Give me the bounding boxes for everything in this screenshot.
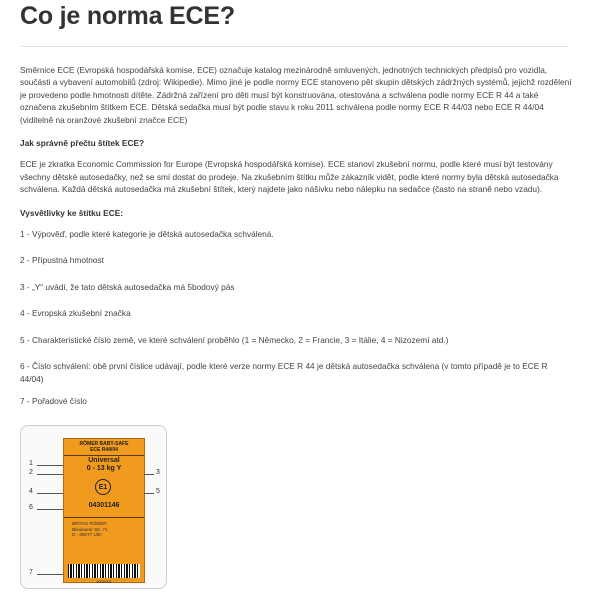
legend-item-4: 4 - Evropská zkušební značka	[20, 308, 131, 319]
legend-item-7: 7 - Pořadové číslo	[20, 395, 87, 406]
callout-5: 5	[156, 488, 160, 495]
callout-2: 2	[29, 469, 33, 476]
callout-7-line	[37, 574, 63, 575]
ece-label-illustration	[20, 425, 167, 589]
label-serial: 0000001	[96, 579, 112, 584]
legend-item-1: 1 - Výpověď, podle které kategorie je dětská autosedačka schválená.	[20, 229, 274, 240]
callout-1-line	[37, 465, 63, 466]
callout-4: 4	[29, 488, 33, 495]
label-divider	[64, 455, 144, 456]
callout-3: 3	[156, 469, 160, 476]
legend-item-5: 5 - Charakteristické číslo země, ve které schválení proběhlo (1 = Německo, 2 = Francie, 3 = Itálie, 4 = Nizozemí atd.)	[20, 334, 449, 345]
label-header-line2: ECE R44/04	[90, 447, 118, 453]
label-approval-number: 04301146	[88, 502, 120, 509]
ece-label	[63, 438, 145, 583]
section-heading-how-to-read: Jak správně přečtu štítek ECE?	[20, 138, 145, 149]
label-header	[64, 439, 144, 453]
callout-2-line	[37, 474, 63, 475]
label-header-line1: RÖMER BABY-SAFE	[79, 441, 129, 447]
label-manufacturer	[72, 521, 108, 538]
barcode-icon	[68, 564, 140, 578]
callout-4-line	[37, 493, 63, 494]
label-weight: 0 - 13 kg Y	[86, 465, 122, 472]
title-divider	[20, 46, 568, 47]
callout-6: 6	[29, 504, 33, 511]
legend-item-6: 6 - Číslo schválení: obě první číslice udávají, podle které verze normy ECE R 44 je dětská autosedačka schválena (v tomto případě je to ECE R 44/04)	[20, 361, 548, 384]
label-category-block	[64, 457, 144, 473]
maker-line3: D - 89077 Ulm	[72, 532, 102, 538]
article-body	[20, 64, 572, 421]
e-mark-icon: E1	[95, 479, 111, 495]
label-divider	[64, 517, 144, 518]
legend-item-2: 2 - Přípustná hmotnost	[20, 255, 104, 266]
callout-7: 7	[29, 569, 33, 576]
intro-paragraph: Směrnice ECE (Evropská hospodářská komise, ECE) označuje katalog mezinárodně smluvených, jednotných technických předpisů pro vozidla, součásti a vybavení automobilů (zdroj: Wikipedie). Mimo jiné je podle normy ECE stanoveno pět skupin dětských zádržných systémů, jejichž rozdělení je provedeno podle hmotnosti dítěte. Zádržná zařízení pro děti musí být konstruována, otestována a schválena podle normy ECE R 44 a také označena zkušebním štítkem ECE. Dětská sedačka musí být podle stavu k roku 2011 schválena podle normy ECE R 44/03 nebo ECE R 44/04 (viditelně na oranžové zkušební značce ECE)	[20, 65, 572, 125]
page-title: Co je norma ECE?	[20, 2, 235, 30]
section-heading-legend: Vysvětlivky ke štítku ECE:	[20, 207, 123, 218]
callout-5-line	[144, 493, 154, 494]
maker-line2: Bleulaurer Str. 71	[72, 526, 108, 532]
maker-line1: BRITAX RÖMER	[72, 521, 107, 526]
callout-3-line	[144, 474, 154, 475]
legend-item-3: 3 - „Y“ uvádí, že tato dětská autosedačka má 5bodový pás	[20, 281, 235, 292]
section-paragraph-how-to-read: ECE je zkratka Economic Commission for Europe (Evropská hospodářská komise). ECE stanoví zkušební normu, podle které musí být testovány všechny dětské autosedačky, než se smí dostat do prodeje. Na zkušebním štítku může zákazník vidět, podle které normy byla dětská autosedačka schválena. Každá dětská autosedačka má zkušební štítek, který najdete jako nášivku nebo nálepku na sedačce (často na straně nebo vzadu).	[20, 159, 559, 195]
label-category: Universal	[88, 457, 120, 464]
callout-1: 1	[29, 460, 33, 467]
callout-6-line	[37, 509, 63, 510]
